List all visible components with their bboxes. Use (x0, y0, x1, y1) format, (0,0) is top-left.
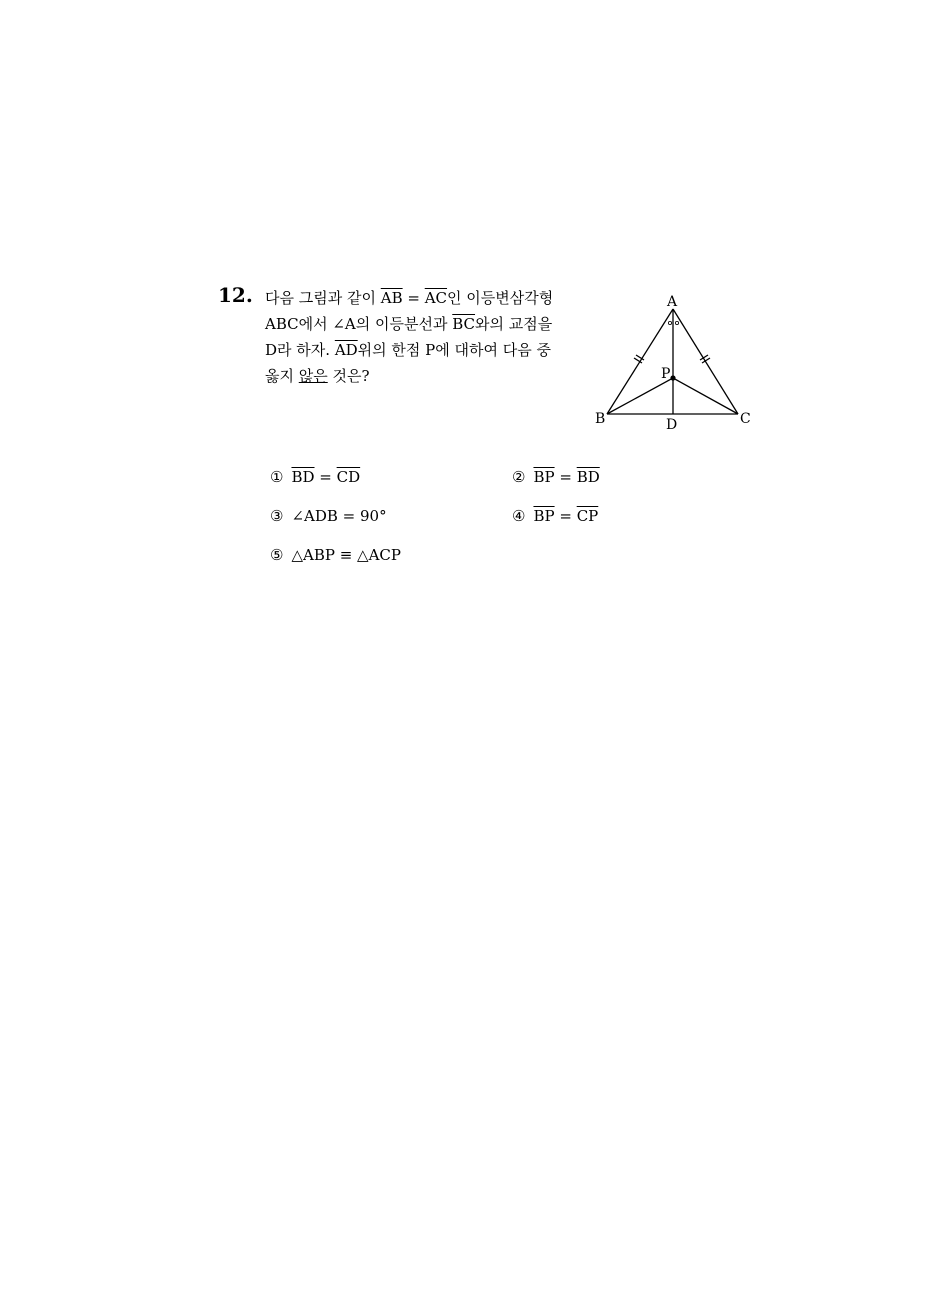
choice-text: $\overline{BP}$ (533, 507, 555, 525)
stem-line (265, 285, 585, 311)
choice-1[interactable] (270, 468, 360, 486)
choice-text: $\overline{CP}$ (576, 507, 599, 525)
choice-text: = (314, 468, 337, 486)
stem-text: 옳지 (265, 367, 299, 385)
stem-text: 위의 한점 P에 대하여 다음 중 (357, 341, 551, 359)
choice-text: = (554, 507, 577, 525)
choice-number: ① (270, 468, 284, 486)
stem-line (265, 311, 585, 337)
choice-text: ∠ADB = 90° (291, 507, 387, 525)
choice-4[interactable] (512, 507, 598, 525)
choice-number: ④ (512, 507, 526, 525)
choice-text: $\overline{BP}$ (533, 468, 555, 486)
segment-bp (607, 378, 673, 414)
angle-mark-a (675, 321, 678, 324)
segment-cp (673, 378, 738, 414)
triangle-figure (590, 292, 760, 432)
label-d: D (666, 417, 678, 432)
question-stem (265, 285, 585, 389)
question-number: 12. (218, 283, 253, 307)
stem-text: $\overline{AC}$ (424, 289, 448, 307)
choice-number: ② (512, 468, 526, 486)
stem-text: $\overline{AB}$ (380, 289, 403, 307)
choice-2[interactable] (512, 468, 600, 486)
stem-text: 다음 그림과 같이 (265, 289, 381, 307)
stem-text: ABC에서 ∠A의 이등분선과 (265, 315, 453, 333)
point-p (670, 375, 675, 380)
stem-text: $\overline{BC}$ (452, 315, 476, 333)
stem-text: 인 이등변삼각형 (447, 289, 554, 307)
label-c: C (740, 411, 751, 427)
stem-text: = (402, 289, 425, 307)
angle-mark-a (668, 321, 671, 324)
choice-3[interactable] (270, 507, 387, 525)
choice-text: △ABP ≡ △ACP (291, 546, 401, 564)
stem-text: D라 하자. (265, 341, 335, 359)
choice-text: $\overline{BD}$ (291, 468, 315, 486)
choice-number: ⑤ (270, 546, 284, 564)
choice-text: $\overline{BD}$ (576, 468, 600, 486)
choice-text: = (554, 468, 577, 486)
stem-text: 않은 (298, 367, 328, 385)
choice-text: $\overline{CD}$ (336, 468, 361, 486)
choice-5[interactable] (270, 546, 401, 564)
stem-text: 것은? (327, 367, 370, 385)
label-b: B (595, 411, 606, 427)
stem-line (265, 363, 585, 389)
stem-text: 와의 교점을 (475, 315, 553, 333)
stem-line (265, 337, 585, 363)
stem-text: $\overline{AD}$ (334, 341, 358, 359)
choice-number: ③ (270, 507, 284, 525)
label-p: P (661, 366, 671, 382)
label-a: A (667, 294, 678, 310)
